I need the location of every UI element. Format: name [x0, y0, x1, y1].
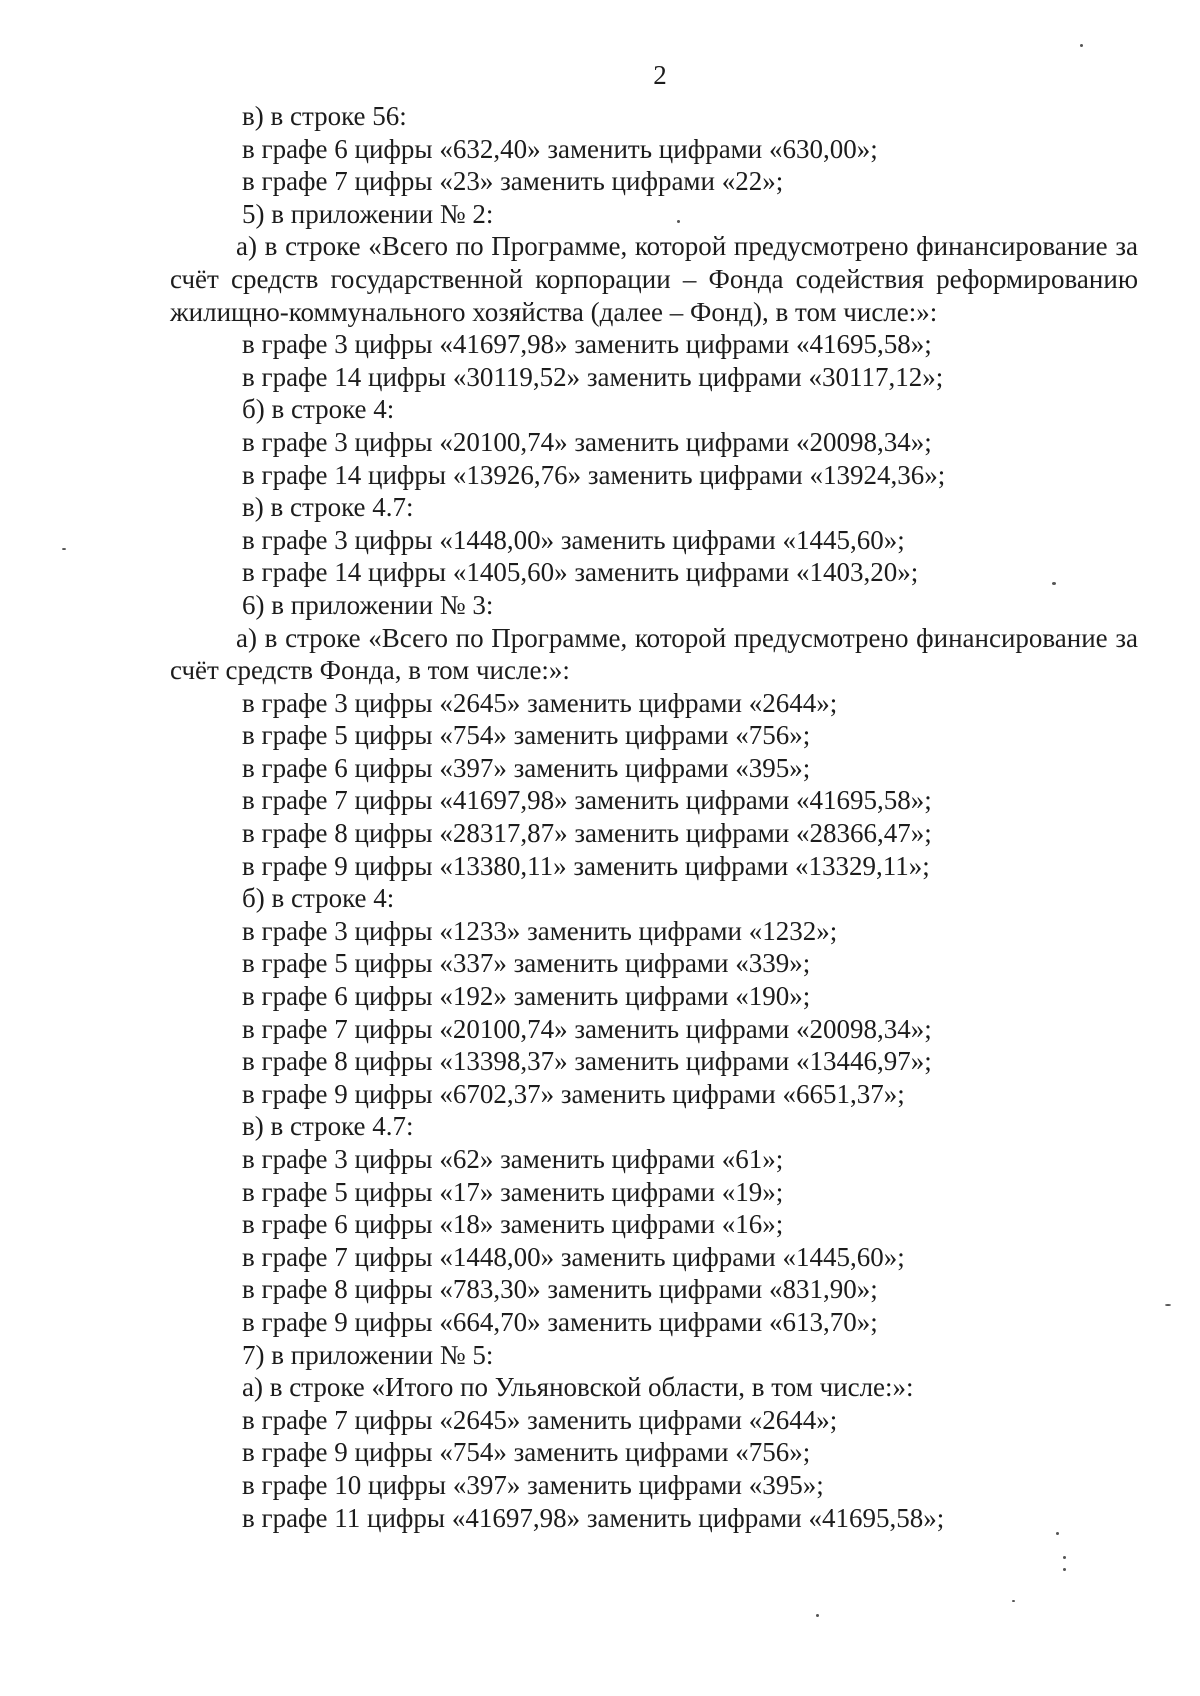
text-line: в графе 8 цифры «783,30» заменить цифрами «831,90»; [242, 1274, 878, 1305]
text-line: в графе 3 цифры «2645» заменить цифрами «2644»; [242, 687, 838, 718]
text-line: в графе 6 цифры «397» заменить цифрами «395»; [242, 752, 811, 783]
text-line: в графе 7 цифры «23» заменить цифрами «22»; [242, 166, 784, 197]
paragraph: а) в строке «Всего по Программе, которой предусмотрено финансирование за счёт средств государственной корпорации – Фонда содействия реформированию жилищно-коммунального хозяйства (далее – Фонд), в том числе:»: [170, 231, 1138, 327]
text-line: в графе 11 цифры «41697,98» заменить цифрами «41695,58»; [242, 1502, 945, 1533]
text-line: в графе 6 цифры «18» заменить цифрами «16»; [242, 1209, 784, 1240]
scan-speck [1063, 1568, 1066, 1571]
text-line: в графе 6 цифры «632,40» заменить цифрами «630,00»; [242, 133, 878, 164]
text-line: в графе 9 цифры «13380,11» заменить цифрами «13329,11»; [242, 850, 930, 881]
text-line: в графе 6 цифры «192» заменить цифрами «190»; [242, 981, 811, 1012]
page-number: 2 [653, 60, 667, 90]
text-line: в графе 7 цифры «1448,00» заменить цифрами «1445,60»; [242, 1241, 905, 1272]
text-line: а) в строке «Итого по Ульяновской области, в том числе:»: [242, 1372, 914, 1403]
text-line: в графе 14 цифры «1405,60» заменить цифрами «1403,20»; [242, 557, 919, 588]
text-line: в графе 3 цифры «62» заменить цифрами «61»; [242, 1144, 784, 1174]
text-line: в графе 10 цифры «397» заменить цифрами «395»; [242, 1469, 824, 1500]
scan-speck [1080, 44, 1083, 47]
text-line: в графе 3 цифры «41697,98» заменить цифрами «41695,58»; [242, 329, 932, 360]
text-line: в графе 5 цифры «337» заменить цифрами «339»; [242, 948, 811, 979]
text-line: в графе 5 цифры «17» заменить цифрами «19»; [242, 1176, 784, 1207]
text-line: в графе 9 цифры «754» заменить цифрами «756»; [242, 1437, 811, 1468]
text-line: в графе 7 цифры «41697,98» заменить цифрами «41695,58»; [242, 785, 932, 816]
text-line: в графе 3 цифры «20100,74» заменить цифрами «20098,34»; [242, 426, 932, 457]
scan-speck [1056, 1532, 1059, 1535]
document-body [170, 100, 1138, 1534]
text-line: в графе 9 цифры «6702,37» заменить цифрами «6651,37»; [242, 1078, 905, 1109]
text-line: б) в строке 4: [242, 883, 395, 914]
scan-speck [1012, 1600, 1015, 1602]
text-line: в графе 7 цифры «2645» заменить цифрами «2644»; [242, 1404, 838, 1435]
scan-speck [1063, 1556, 1066, 1559]
paragraph: а) в строке «Всего по Программе, которой предусмотрено финансирование за счёт средств Фонда, в том числе:»: [170, 622, 1138, 686]
text-line: 6) в приложении № 3: [242, 589, 494, 620]
text-line: б) в строке 4: [242, 394, 395, 425]
text-line: в графе 8 цифры «13398,37» заменить цифрами «13446,97»; [242, 1046, 932, 1077]
text-line: в графе 3 цифры «1448,00» заменить цифрами «1445,60»; [242, 524, 905, 555]
text-line: в) в строке 4.7: [242, 492, 414, 523]
text-line: в графе 8 цифры «28317,87» заменить цифрами «28366,47»; [242, 818, 932, 849]
scan-speck [1052, 582, 1056, 585]
text-line: в) в строке 4.7: [242, 1111, 414, 1142]
scan-speck [677, 220, 680, 223]
text-line: в графе 14 цифры «13926,76» заменить цифрами «13924,36»; [242, 459, 946, 490]
text-line: в графе 5 цифры «754» заменить цифрами «756»; [242, 720, 811, 751]
text-line: в графе 9 цифры «664,70» заменить цифрами «613,70»; [242, 1306, 878, 1337]
text-line: в графе 14 цифры «30119,52» заменить цифрами «30117,12»; [242, 361, 944, 392]
text-line: 7) в приложении № 5: [242, 1339, 494, 1370]
text-line: в) в строке 56: [242, 101, 407, 131]
scan-speck [816, 1614, 819, 1617]
scan-speck [62, 548, 66, 550]
text-line: в графе 7 цифры «20100,74» заменить цифрами «20098,34»; [242, 1013, 932, 1044]
scan-speck [1165, 1304, 1171, 1306]
text-line: 5) в приложении № 2: [242, 198, 494, 229]
text-line: в графе 3 цифры «1233» заменить цифрами «1232»; [242, 915, 838, 946]
